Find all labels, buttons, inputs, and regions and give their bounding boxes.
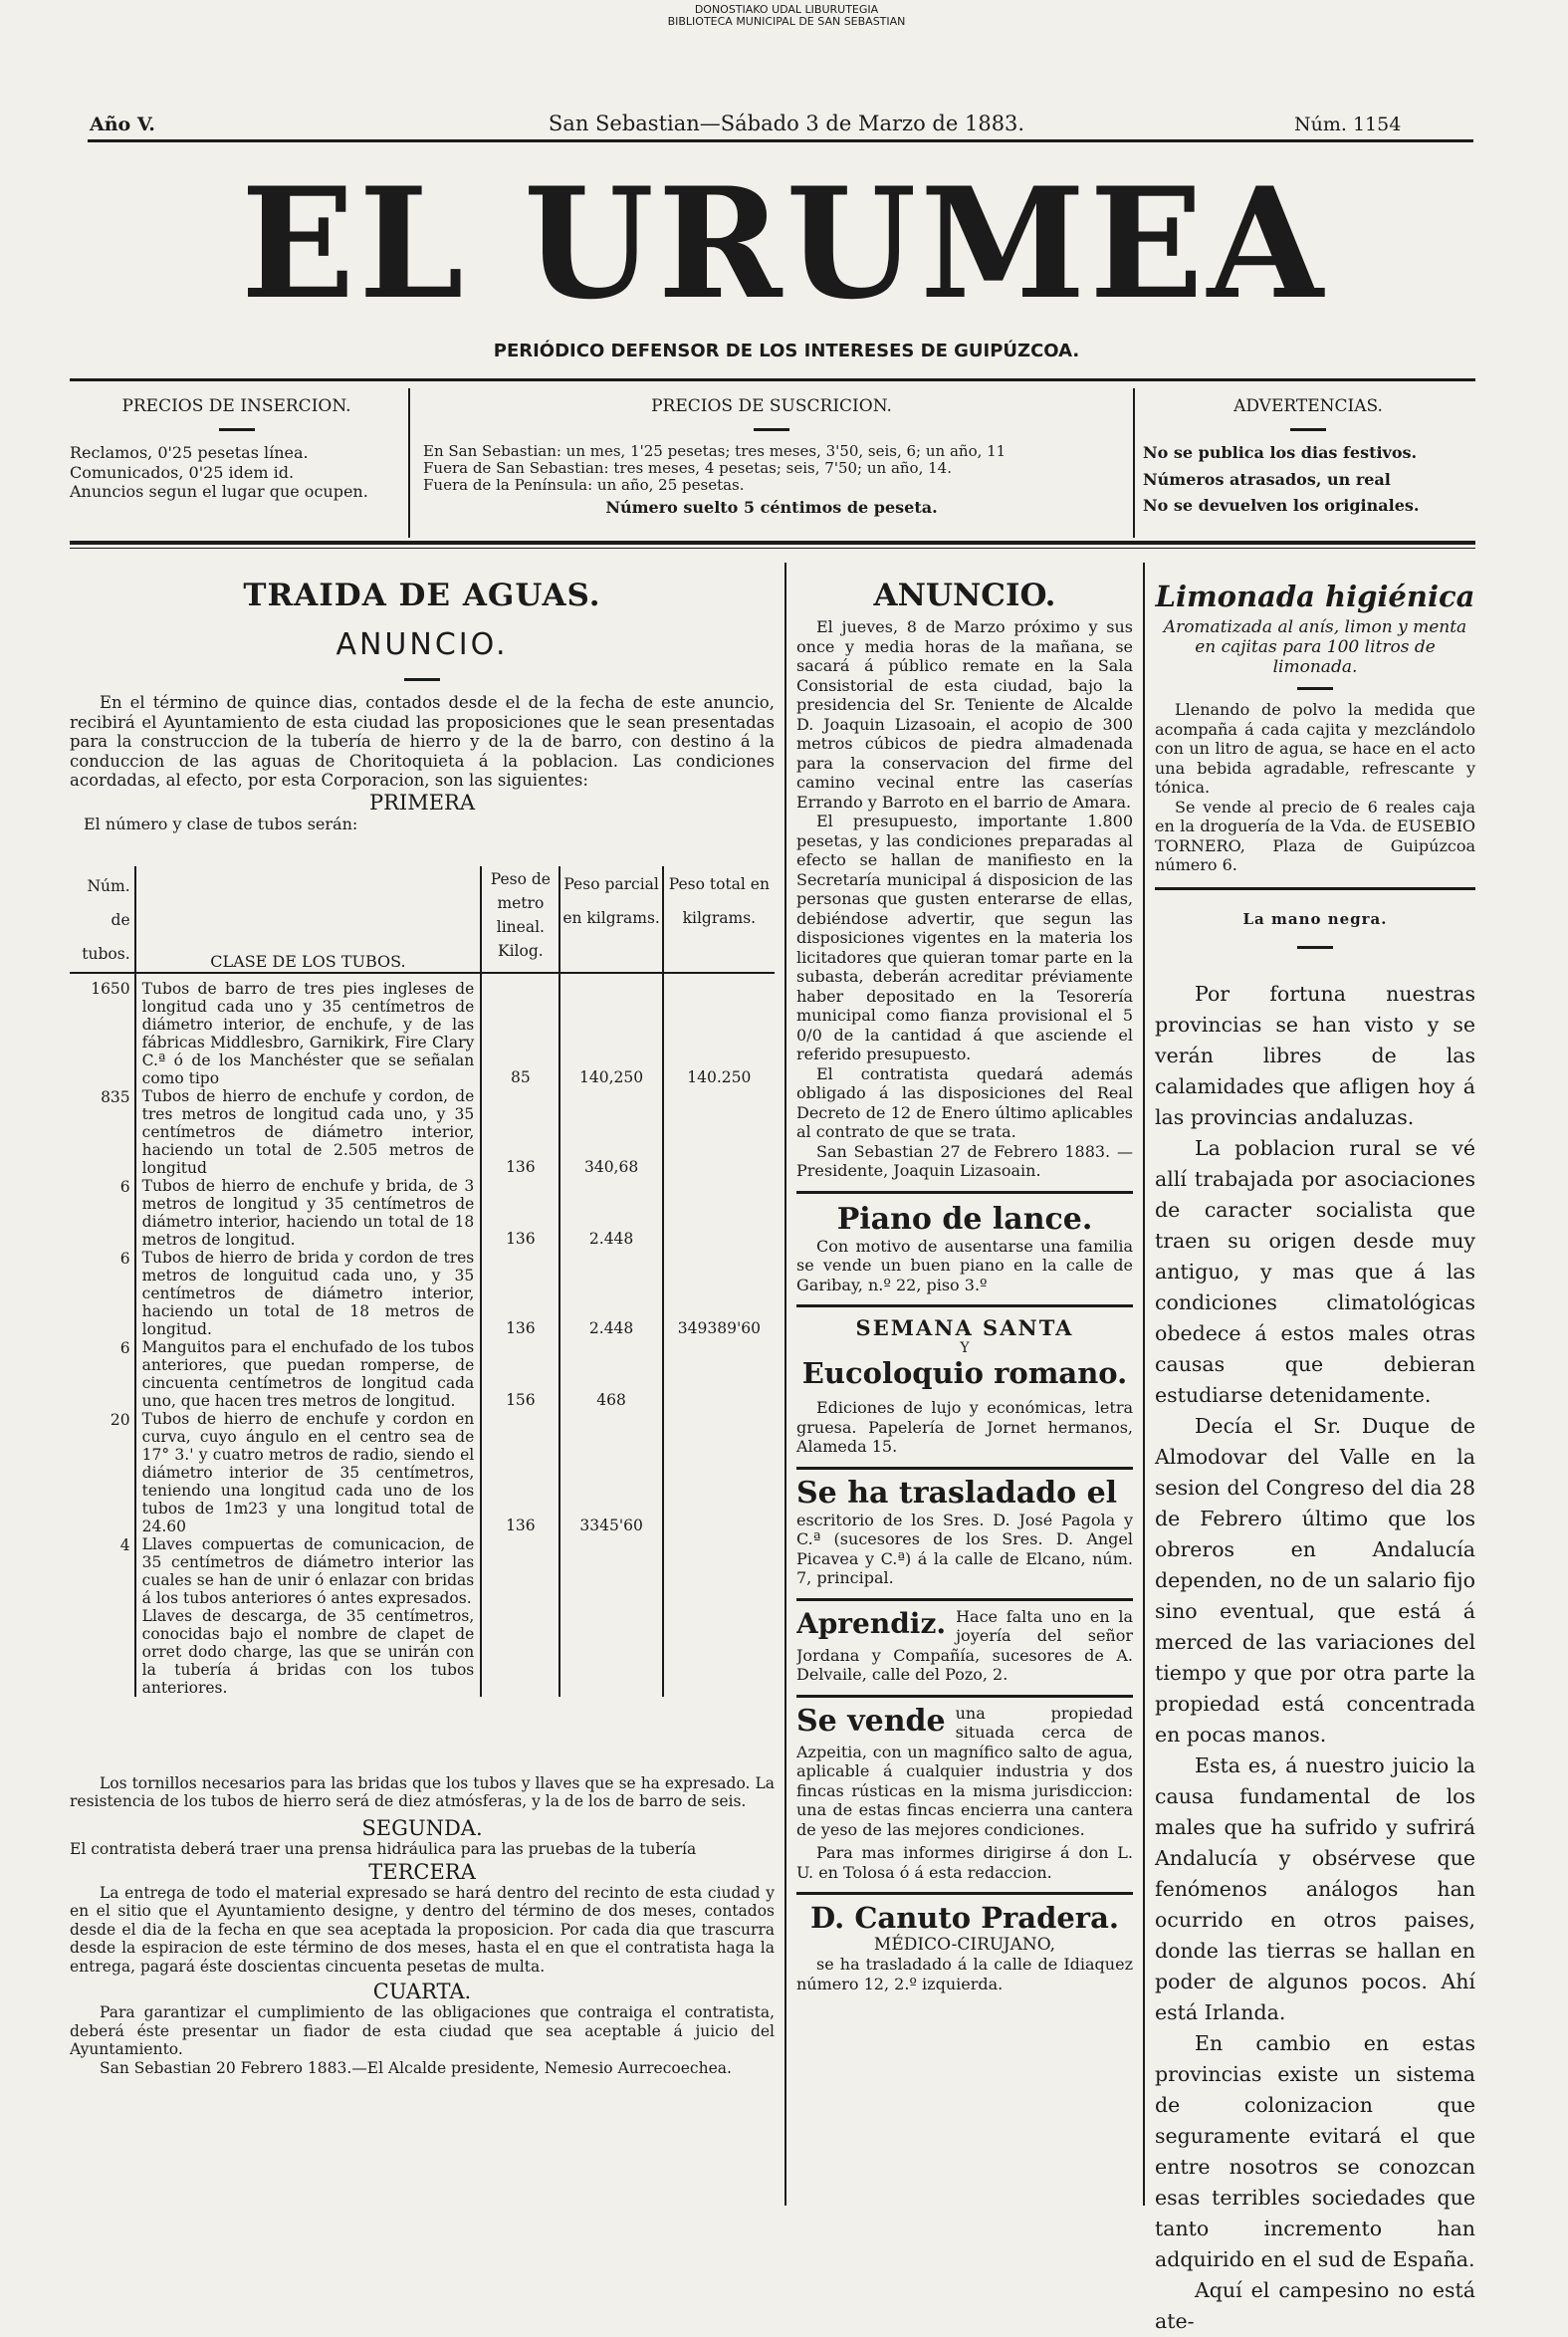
suscricion-line-3: Fuera de la Península: un año, 25 pesetas.: [423, 476, 745, 494]
tubos-table: [70, 866, 775, 1697]
prices-top-rule: [70, 378, 1475, 381]
cell-desc: Tubos de hierro de brida y cordon de tres metros de longuitud cada uno, y 35 centímetros de diámetro interior, haciendo un total de 18 metros de longitud.: [135, 1249, 482, 1338]
insercion-line-3: Anuncios segun el lugar que ocupen.: [70, 482, 368, 501]
traida-signature: San Sebastian 20 Febrero 1883.—El Alcalde presidente, Nemesio Aurrecoechea.: [100, 2058, 732, 2077]
vende-ad: [796, 1704, 1133, 1883]
tubos-table-body: [70, 973, 775, 1697]
limonada-subtitle: Aromatizada al anís, limon y menta en cajitas para 100 litros de limonada.: [1163, 617, 1467, 677]
limonada-p1: Llenando de polvo la medida que acompaña á cada cajita y mezclándolo con un litro de agua, se hace en el acto una bebida agradable, refrescante y tónica.: [1155, 700, 1475, 797]
cell-num: 835: [101, 1088, 130, 1106]
canuto-text: se ha trasladado á la calle de Idiaquez número 12, 2.º izquierda.: [796, 1955, 1133, 1993]
anuncio-p4: San Sebastian 27 de Febrero 1883. —Presidente, Joaquin Lizasoain.: [796, 1141, 1133, 1180]
anuncio-p1: El jueves, 8 de Marzo próximo y sus once y media horas de la mañana, se sacará á público remate en la Sala Consistorial de esta ciudad, bajo la presidencia del Sr. Teniente de Alcalde D. Joaquin Lizasoain, el acopio de 300 metros cúbicos de piedra almadenada para la conservacion del firme del camino vecinal entre las caserías Errando y Barroto en el barrio de Amara.: [796, 617, 1133, 812]
cell-num: 6: [119, 1250, 130, 1268]
mano-negra-p3: Decía el Sr. Duque de Almodovar del Valle en la sesion del Congreso del dia 28 de Febrero último que los obreros en Andalucía dependen, no de un salario fijo sino eventual, que está á merced de las variaciones del tiempo y que por otra parte la propiedad está concentrada en pocas manos.: [1155, 1413, 1475, 1747]
advertencias-heading: ADVERTENCIAS.: [1233, 396, 1383, 416]
masthead-title: EL URUMEA: [240, 154, 1328, 334]
year-label: Año V.: [90, 114, 155, 135]
aprendiz-text: Hace falta uno en la joyería del señor Jordana y Compañía, sucesores de A. Delvaile, calle del Pozo, 2.: [796, 1606, 1133, 1684]
cell-desc: Manguitos para el enchufado de los tubos anteriores, que puedan romperse, de cincuenta centímetros de longitud cada uno, que hacen tres metros de longitud.: [135, 1338, 482, 1410]
tercera-heading: TERCERA: [368, 1859, 476, 1884]
trasladado-text: escritorio de los Sres. D. José Pagola y C.ª (sucesores de los Sres. D. Angel Picavea y C.ª) á la calle de Elcano, núm. 7, principal.: [796, 1510, 1133, 1587]
cell-total: [663, 1410, 775, 1535]
column-divider-2: [1143, 563, 1145, 2206]
traida-de-aguas: [70, 578, 775, 833]
numero-suelto: Número suelto 5 céntimos de peseta.: [605, 498, 938, 517]
aprendiz-title: Aprendiz.: [796, 1606, 947, 1640]
mano-negra-p5: En cambio en estas provincias existe un sistema de colonizacion que seguramente evitará el que entre nosotros se conozcan esas terribles sociedades que tanto incremento han adquirido en el sud de España.: [1155, 2030, 1475, 2271]
table-row: [70, 1410, 775, 1535]
primera-lead: El número y clase de tubos serán:: [84, 814, 358, 833]
piano-title: Piano de lance.: [836, 1201, 1093, 1237]
cell-num: 4: [119, 1536, 130, 1554]
primera-heading: PRIMERA: [368, 790, 476, 815]
header-peso-total: Peso total en kilgrams.: [663, 866, 775, 973]
cell-total: 140.250: [663, 973, 775, 1087]
precios-suscricion: [423, 396, 1120, 517]
cell-metro: 136: [481, 1410, 560, 1535]
cell-desc: Tubos de hierro de enchufe y cordon, de tres metros de longitud cada uno, y 35 centímetros de diámetro interior, haciendo un total de 2.505 metros de longitud: [135, 1087, 482, 1177]
advertencia-2: Números atrasados, un real: [1143, 469, 1391, 489]
trasladado-title: Se ha trasladado el: [796, 1475, 1118, 1511]
cell-metro: 136: [481, 1249, 560, 1338]
vende-info: Para mas informes dirigirse á don L. U. en Tolosa ó á esta redaccion.: [796, 1843, 1133, 1882]
cell-desc: Llaves compuertas de comunicacion, de 35 centímetros de diámetro interior las cuales se han de unir ó enlazar con bridas á los tubos anteriores ó antes expresados.: [135, 1535, 482, 1607]
advertencias: [1143, 396, 1473, 516]
precios-insercion: [70, 396, 403, 502]
cell-parcial: 3345'60: [560, 1410, 662, 1535]
limonada-p2: Se vende al precio de 6 reales caja en la droguería de la Vda. de EUSEBIO TORNERO, Plaza de Guipúzcoa número 6.: [1155, 797, 1475, 874]
advertencia-3: No se devuelven los originales.: [1143, 496, 1420, 515]
tercera-text: La entrega de todo el material expresado se hará dentro del recinto de esta ciudad y en el sitio que el Ayuntamiento designe, y dentro del término de dos meses, contados desde el dia de la fecha en que sea aceptada la proposicion. Por cada dia que trascurra desde la espiracion de este término de dos meses, hasta el en que el contratista haga la entrega, pagará éste doscientas cincuenta pesetas de multa.: [70, 1883, 775, 1976]
suscricion-heading: PRECIOS DE SUSCRICION.: [651, 396, 892, 416]
cell-desc: Tubos de hierro de enchufe y brida, de 3 metros de longitud y 35 centímetros de diámetro interior, haciendo un total de 18 metros de longitud.: [135, 1177, 482, 1249]
cell-num: 6: [119, 1178, 130, 1196]
traida-intro: En el término de quince dias, contados desde el de la fecha de este anuncio, recibirá el Ayuntamiento de esta ciudad las proposiciones que le sean presentadas para la construccion de la tubería de hierro y de la de barro, con destino á la conduccion de las aguas de Choritoquieta á la poblacion. Las condiciones acordadas, al efecto, por esta Corporacion, son las siguientes:: [70, 693, 775, 790]
table-row: [70, 1338, 775, 1410]
canuto-title: D. Canuto Pradera.: [810, 1901, 1119, 1935]
header-peso-parcial: Peso parcial en kilgrams.: [560, 866, 662, 973]
cell-total: [663, 1338, 775, 1410]
piano-text: Con motivo de ausentarse una familia se vende un buen piano en la calle de Garibay, n.º 22, piso 3.º: [796, 1236, 1133, 1294]
cell-desc: Tubos de barro de tres pies ingleses de longitud cada uno y 35 centímetros de diámetro interior, de enchufe, y de las fábricas Middlesbro, Garnikirk, Fire Clary C.ª ó de los Manchéster que se señalan como tipo: [135, 973, 482, 1087]
mano-negra-p4: Esta es, á nuestro juicio la causa fundamental de los males que ha sufrido y sufrirá Andalucía y obsérvese que fenómenos análogos han ocurrido en otros paises, donde las tierras se hallan en poder de algunos pocos. Ahí está Irlanda.: [1155, 1753, 1475, 2024]
cell-metro: 156: [481, 1338, 560, 1410]
cell-parcial: 340,68: [560, 1087, 662, 1177]
cell-metro: [481, 1535, 560, 1607]
mano-negra-p6: Aquí el campesino no está ate-: [1155, 2277, 1475, 2333]
dateline-rule: [88, 139, 1473, 142]
mano-negra-p1: Por fortuna nuestras provincias se han visto y se verán libres de las calamidades que afligen hoy á las provincias andaluzas.: [1155, 981, 1475, 1129]
cell-num: 20: [110, 1411, 130, 1429]
mano-negra-title: La mano negra.: [1242, 909, 1388, 928]
vende-text: una propiedad situada cerca de Azpeitia, con un magnífico salto de agua, aplicable á cualquier industria y dos fincas rústicas en la misma jurisdiccion: una de estas fincas encierra una cantera de yeso de las mejores condiciones.: [796, 1703, 1133, 1839]
prices-divider-2: [1133, 388, 1135, 538]
table-row: [70, 973, 775, 1087]
right-column: [1155, 580, 1475, 2337]
aprendiz-ad: [796, 1607, 1133, 1685]
cuarta-heading: CUARTA.: [372, 1980, 472, 2003]
cell-parcial: [560, 1535, 662, 1607]
insercion-heading: PRECIOS DE INSERCION.: [121, 396, 351, 416]
cell-parcial: 140,250: [560, 973, 662, 1087]
cell-desc: Llaves de descarga, de 35 centímetros, conocidas bajo el nombre de clapet de orret dodo charge, las que se unirán con la tubería á bridas con los tubos anteriores.: [135, 1607, 482, 1697]
suscricion-line-2: Fuera de San Sebastian: tres meses, 4 pesetas; seis, 7'50; un año, 14.: [423, 459, 952, 477]
date-line: San Sebastian—Sábado 3 de Marzo de 1883.: [548, 112, 1025, 135]
semana-title: SEMANA SANTA: [855, 1315, 1074, 1340]
limonada-title: Limonada higiénica: [1155, 580, 1475, 613]
cell-metro: [481, 1607, 560, 1697]
prices-bottom-rule: [70, 541, 1475, 545]
cuarta-text: Para garantizar el cumplimiento de las obligaciones que contraiga el contratista, deberá éste presentar un fiador de esta ciudad que sea aceptable á juicio del Ayuntamiento.: [70, 2003, 775, 2058]
insercion-line-2: Comunicados, 0'25 idem id.: [70, 462, 295, 482]
cell-total: [663, 1177, 775, 1249]
cell-total: [663, 1607, 775, 1697]
cell-total: 349389'60: [663, 1249, 775, 1338]
after-table-text: Los tornillos necesarios para las bridas que los tubos y llaves que se ha expresado. La resistencia de los tubos de hierro será de diez atmósferas, y la de los de barro de seis.: [70, 1774, 775, 1810]
prices-divider-1: [408, 388, 410, 538]
header-num: Núm. de tubos.: [70, 866, 135, 973]
traida-title: TRAIDA DE AGUAS.: [243, 578, 601, 613]
cell-metro: 136: [481, 1177, 560, 1249]
masthead-subtitle: PERIÓDICO DEFENSOR DE LOS INTERESES DE GUIPÚZCOA.: [493, 341, 1080, 361]
library-stamp: [558, 4, 1015, 28]
library-line-2: BIBLIOTECA MUNICIPAL DE SAN SEBASTIAN: [667, 15, 906, 28]
advertencia-1: No se publica los dias festivos.: [1143, 443, 1418, 462]
traida-anuncio: ANUNCIO.: [336, 627, 509, 662]
segunda-text: El contratista deberá traer una prensa hidráulica para las pruebas de la tubería: [70, 1840, 697, 1858]
header-peso-metro: Peso de metro lineal. Kilog.: [481, 866, 560, 973]
cell-parcial: 468: [560, 1338, 662, 1410]
semana-text: Ediciones de lujo y económicas, letra gruesa. Papelería de Jornet hermanos, Alameda 15.: [796, 1398, 1133, 1456]
insercion-line-1: Reclamos, 0'25 pesetas línea.: [70, 443, 309, 462]
cell-metro: 85: [481, 973, 560, 1087]
suscricion-line-1: En San Sebastian: un mes, 1'25 pesetas; tres meses, 3'50, seis, 6; un año, 11: [423, 442, 1007, 460]
anuncio-title: ANUNCIO.: [873, 578, 1056, 613]
cell-num: 1650: [91, 980, 130, 998]
anuncio-p2: El presupuesto, importante 1.800 pesetas, y las condiciones preparadas al efecto se hallan de manifiesto en la Secretaría municipal á disposicion de las personas que gusten enterarse de ellas, debiéndose advertir, que segun las disposiciones vigentes en la materia los licitadores que quieran tomar parte en la subasta, deberán acreditar préviamente haber depositado en la Tesorería municipal como fianza provisional el 5 0/0 de la cantidad á que asciende el referido presupuesto.: [796, 812, 1133, 1063]
vende-title: Se vende: [796, 1703, 946, 1739]
cell-num: [70, 1607, 135, 1697]
table-row: [70, 1087, 775, 1177]
mano-negra-p2: La poblacion rural se vé allí trabajada por asociaciones de caracter socialista que traen su origen desde muy antiguo, y mas que á las condiciones climatológicas obedece á estos males otras causas que debieran estudiarse detenidamente.: [1155, 1135, 1475, 1407]
cell-parcial: 2.448: [560, 1249, 662, 1338]
semana-y: Y: [960, 1340, 970, 1356]
table-row: [70, 1249, 775, 1338]
cell-parcial: [560, 1607, 662, 1697]
cell-desc: Tubos de hierro de enchufe y cordon en curva, cuyo ángulo en el centro sea de 17° 3.' y cuatro metros de radio, siendo el diámetro interior de 35 centímetros, teniendo una longitud cada uno de los tubos de 1m23 y una longitud total de 24.60: [135, 1410, 482, 1535]
table-row: [70, 1607, 775, 1697]
canuto-subtitle: MÉDICO-CIRUJANO,: [873, 1935, 1056, 1955]
header-clase: CLASE DE LOS TUBOS.: [135, 866, 482, 973]
middle-column: [796, 578, 1133, 1993]
cell-num: 6: [119, 1339, 130, 1357]
column-divider-1: [784, 563, 786, 2206]
cell-parcial: 2.448: [560, 1177, 662, 1249]
library-line-1: DONOSTIAKO UDAL LIBURUTEGIA: [694, 3, 879, 16]
cell-metro: 136: [481, 1087, 560, 1177]
traida-conditions: [70, 1774, 775, 2077]
anuncio-p3: El contratista quedará además obligado á las disposiciones del Real Decreto de 12 de Enero último aplicables al contrato de que se trata.: [796, 1063, 1133, 1141]
issue-number: Núm. 1154: [1294, 114, 1402, 135]
semana-subtitle: Eucoloquio romano.: [801, 1356, 1128, 1390]
segunda-heading: SEGUNDA.: [361, 1816, 483, 1840]
cell-total: [663, 1535, 775, 1607]
prices-bottom-rule-thin: [70, 548, 1475, 549]
cell-total: [663, 1087, 775, 1177]
table-row: [70, 1535, 775, 1607]
table-row: [70, 1177, 775, 1249]
